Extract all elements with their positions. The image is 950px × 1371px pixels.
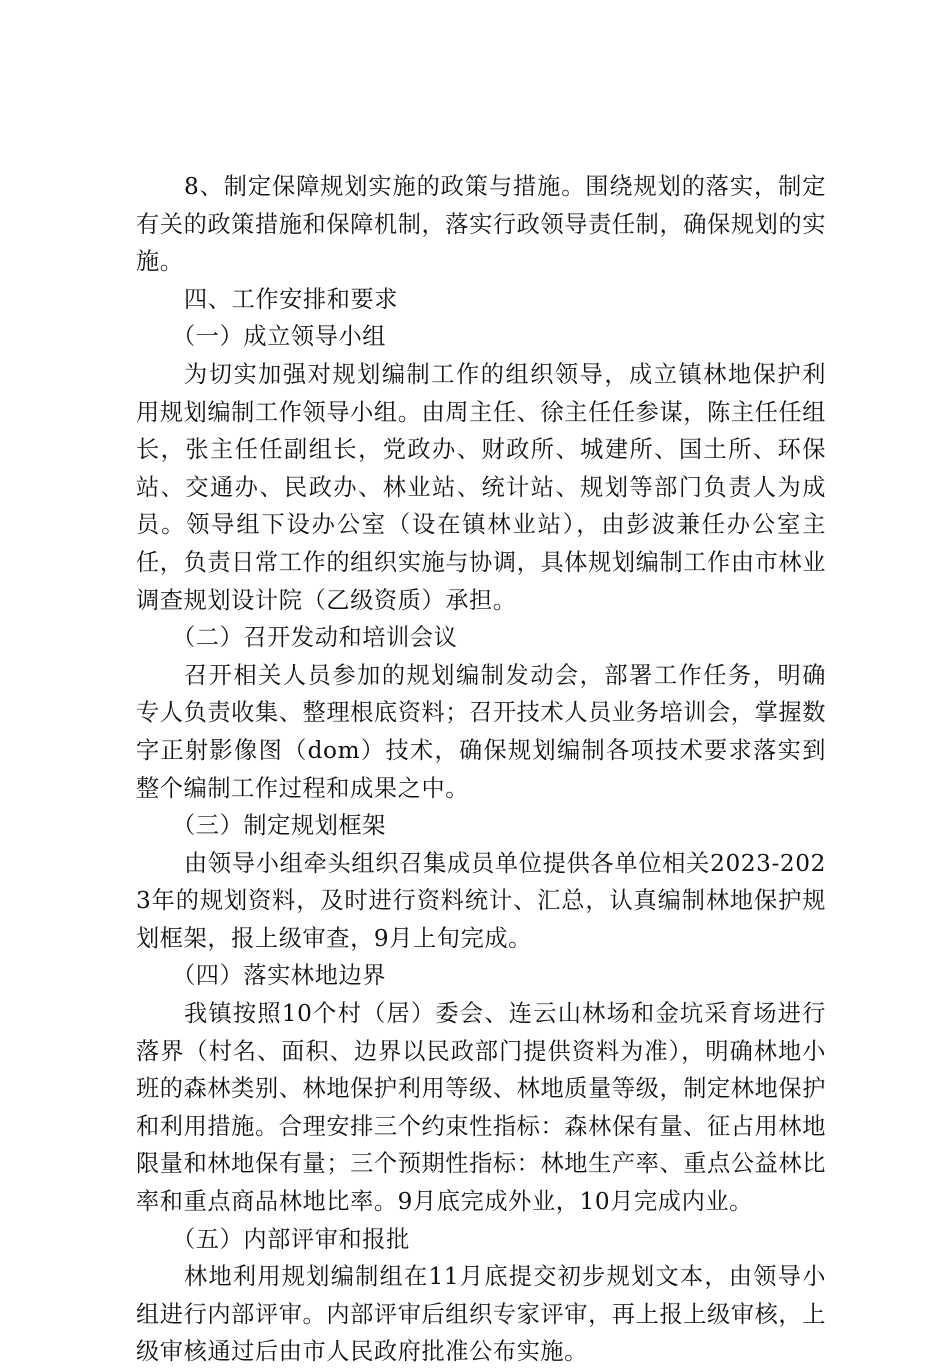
subheading-leadership-group: （一）成立领导小组: [172, 323, 387, 351]
paragraph-planning-framework: 由领导小组牵头组织召集成员单位提供各单位相关2023-2023年的规划资料，及时进行资料统计、汇总，认真编制林地保护规划框架，报上级审查，9月上旬完成。: [136, 849, 826, 952]
paragraph-policy-measures: 8、制定保障规划实施的政策与措施。围绕规划的落实，制定有关的政策措施和保障机制，落实行政领导责任制，确保规划的实施。: [136, 173, 826, 276]
subheading-planning-framework: （三）制定规划框架: [172, 812, 387, 840]
document-page: [136, 168, 826, 1371]
subheading-mobilization-training: （二）召开发动和培训会议: [172, 624, 458, 652]
paragraph-mobilization-training: 召开相关人员参加的规划编制发动会，部署工作任务，明确专人负责收集、整理根底资料；召开技术人员业务培训会，掌握数字正射影像图（dom）技术，确保规划编制各项技术要求落实到整个编制工作过程和成果之中。: [136, 661, 826, 802]
section-heading-work-arrangement: 四、工作安排和要求: [184, 285, 399, 313]
subheading-review-approval: （五）内部评审和报批: [172, 1225, 410, 1253]
paragraph-review-approval: 林地利用规划编制组在11月底提交初步规划文本，由领导小组进行内部评审。内部评审后组织专家评审，再上报上级审核，上级审核通过后由市人民政府批准公布实施。: [136, 1263, 826, 1366]
paragraph-forest-boundary: 我镇按照10个村（居）委会、连云山林场和金坑采育场进行落界（村名、面积、边界以民政部门提供资料为准），明确林地小班的森林类别、林地保护利用等级、林地质量等级，制定林地保护和利用措施。合理安排三个约束性指标：森林保有量、征占用林地限量和林地保有量；三个预期性指标：林地生产率、重点公益林比率和重点商品林地比率。9月底完成外业，10月完成内业。: [136, 1000, 826, 1216]
subheading-forest-boundary: （四）落实林地边界: [172, 962, 387, 990]
paragraph-leadership-group: 为切实加强对规划编制工作的组织领导，成立镇林地保护利用规划编制工作领导小组。由周主任、徐主任任参谋，陈主任任组长，张主任任副组长，党政办、财政所、城建所、国土所、环保站、交通办、民政办、林业站、统计站、规划等部门负责人为成员。领导组下设办公室（设在镇林业站），由彭波兼任办公室主任，负责日常工作的组织实施与协调，具体规划编制工作由市林业调查规划设计院（乙级资质）承担。: [136, 360, 826, 614]
